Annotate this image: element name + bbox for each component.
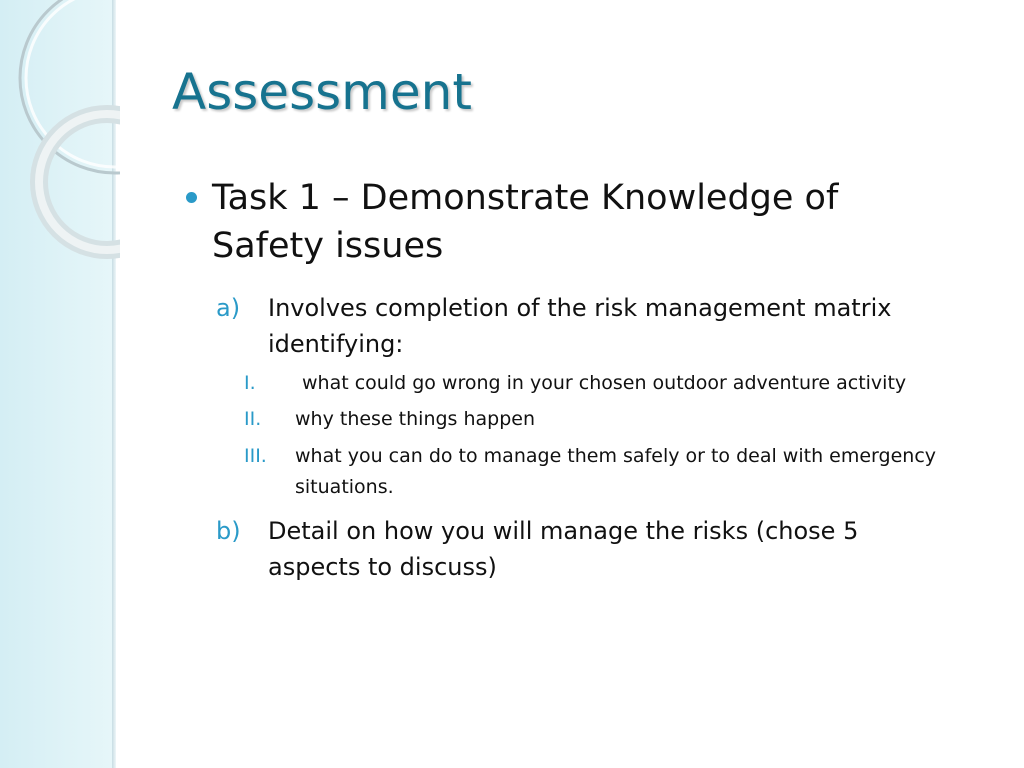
item-text-b: Detail on how you will manage the risks (chose 5 aspects to discuss) [268, 517, 859, 581]
subitem-marker-3: III. [244, 445, 267, 467]
subitem-text-1: what could go wrong in your chosen outdoor adventure activity [302, 372, 907, 394]
item-marker-a: a) [216, 294, 241, 322]
subitem-marker-1: I. [244, 372, 256, 394]
subitem-marker-2: II. [244, 408, 262, 430]
task-heading: Task 1 – Demonstrate Knowledge of Safety issues [212, 178, 839, 266]
slide-title: Assessment [172, 63, 472, 121]
subitem-text-3: what you can do to manage them safely or to deal with emergency situations. [295, 445, 937, 498]
bullet-dot [186, 192, 197, 203]
subitem-text-2: why these things happen [295, 408, 536, 430]
item-text-a: Involves completion of the risk management matrix identifying: [268, 294, 892, 358]
item-marker-b: b) [216, 517, 241, 545]
